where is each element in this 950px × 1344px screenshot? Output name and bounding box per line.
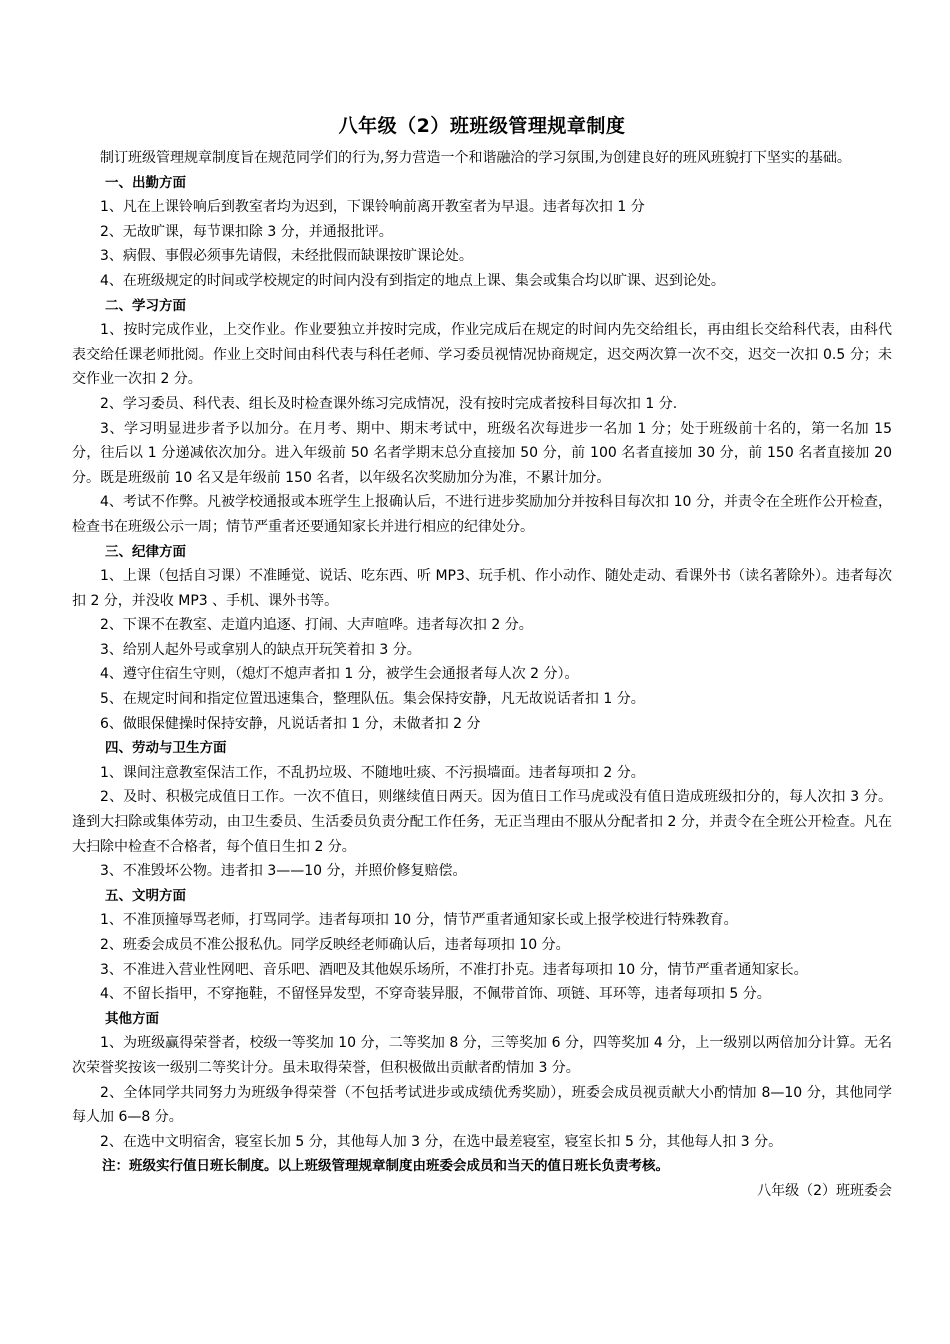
section-study [72, 294, 892, 540]
rule-item: 2、下课不在教室、走道内追逐、打闹、大声喧哗。违者每次扣 2 分。 [100, 617, 533, 634]
rule-item: 3、学习明显进步者予以加分。在月考、期中、期末考试中，班级名次每进步一名加 1 分；处于班级前十名的，第一名加 15 分，往后以 1 分递减依次加分。进入年级前 50 名者学期末总分直接加 50 分，前 100 名者直接加 30 分，前 150 名者直接加 20 分。既是班级前 10 名又是年级前 150 名者，以年级名次奖励加分为准，不累计加分。 [72, 420, 892, 486]
rule-item: 2、学习委员、科代表、组长及时检查课外练习完成情况，没有按时完成者按科目每次扣 1 分. [100, 395, 678, 412]
rule-item: 6、做眼保健操时保持安静，凡说话者扣 1 分，未做者扣 2 分 [100, 715, 481, 732]
rule-item: 4、不留长指甲，不穿拖鞋，不留怪异发型，不穿奇装异服，不佩带首饰、项链、耳环等，违者每项扣 5 分。 [100, 986, 771, 1003]
rule-item: 4、遵守住宿生守则，（熄灯不熄声者扣 1 分，被学生会通报者每人次 2 分）。 [100, 666, 579, 683]
section-discipline [72, 540, 892, 737]
rule-item: 4、考试不作弊。凡被学校通报或本班学生上报确认后，不进行进步奖励加分并按科目每次扣 10 分，并责令在全班作公开检查，检查书在班级公示一周；情节严重者还要通知家长并进行相应的纪律处分。 [72, 494, 892, 535]
document-title: 八年级（2）班班级管理规章制度 [338, 115, 626, 137]
section-labor-hygiene [72, 736, 892, 884]
section-civility [72, 884, 892, 1007]
section-heading: 三、纪律方面 [105, 543, 186, 560]
section-heading: 二、学习方面 [105, 297, 186, 314]
section-other [72, 1007, 892, 1155]
rule-item: 3、给别人起外号或拿别人的缺点开玩笑着扣 3 分。 [100, 641, 421, 658]
section-heading: 四、劳动与卫生方面 [105, 740, 227, 757]
section-heading: 其他方面 [105, 1010, 159, 1027]
rule-item: 2、及时、积极完成值日工作。一次不值日，则继续值日两天。因为值日工作马虎或没有值日造成班级扣分的，每人次扣 3 分。逢到大扫除或集体劳动，由卫生委员、生活委员负责分配工作任务，无正当理由不服从分配者扣 2 分，并责令在全班公开检查。凡在大扫除中检查不合格者，每个值日生扣 2 分。 [72, 789, 892, 855]
rule-item: 1、凡在上课铃响后到教室者均为迟到，下课铃响前离开教室者为早退。违者每次扣 1 分 [100, 199, 645, 216]
rule-item: 2、在选中文明宿舍，寝室长加 5 分，其他每人加 3 分，在选中最差寝室，寝室长扣 5 分，其他每人扣 3 分。 [100, 1133, 783, 1150]
section-heading: 一、出勤方面 [105, 174, 186, 191]
rule-item: 1、按时完成作业，上交作业。作业要独立并按时完成，作业完成后在规定的时间内先交给组长，再由组长交给科代表，由科代表交给任课老师批阅。作业上交时间由科代表与科任老师、学习委员视情况协商规定，迟交两次算一次不交，迟交一次扣 0.5 分；未交作业一次扣 2 分。 [72, 322, 892, 388]
rule-item: 2、无故旷课，每节课扣除 3 分，并通报批评。 [100, 223, 393, 240]
rule-item: 1、上课（包括自习课）不准睡觉、说话、吃东西、听 MP3、玩手机、作小动作、随处走动、看课外书（读名著除外）。违者每次扣 2 分，并没收 MP3 、手机、课外书等。 [72, 568, 892, 609]
rule-item: 3、不准进入营业性网吧、音乐吧、酒吧及其他娱乐场所，不准打扑克。违者每项扣 10 分，情节严重者通知家长。 [100, 961, 808, 978]
rule-item: 3、病假、事假必须事先请假，未经批假而缺课按旷课论处。 [100, 248, 473, 265]
closing-note: 注：班级实行值日班长制度。以上班级管理规章制度由班委会成员和当天的值日班长负责考核。 [102, 1158, 669, 1175]
section-attendance [72, 171, 892, 294]
rule-item: 2、全体同学共同努力为班级争得荣誉（不包括考试进步或成绩优秀奖励），班委会成员视贡献大小酌情加 8—10 分，其他同学每人加 6—8 分。 [72, 1084, 892, 1126]
rule-item: 1、为班级赢得荣誉者，校级一等奖加 10 分，二等奖加 8 分，三等奖加 6 分，四等奖加 4 分，上一级别以两倍加分计算。无名次荣誉奖按该一级别二等奖计分。虽未取得荣誉，但积极做出贡献者酌情加 3 分。 [72, 1035, 892, 1076]
rule-item: 3、不准毁坏公物。违者扣 3——10 分，并照价修复赔偿。 [100, 863, 467, 880]
intro-paragraph: 制订班级管理规章制度旨在规范同学们的行为,努力营造一个和谐融洽的学习氛围,为创建良好的班风班貌打下坚实的基础。 [100, 150, 851, 166]
rule-item: 5、在规定时间和指定位置迅速集合，整理队伍。集会保持安静，凡无故说话者扣 1 分。 [100, 691, 645, 708]
signature: 八年级（2）班班委会 [757, 1182, 892, 1199]
rule-item: 1、课间注意教室保洁工作，不乱扔垃圾、不随地吐痰、不污损墙面。违者每项扣 2 分。 [100, 764, 645, 781]
rule-item: 1、不准顶撞辱骂老师，打骂同学。违者每项扣 10 分，情节严重者通知家长或上报学校进行特殊教育。 [100, 912, 738, 929]
section-heading: 五、文明方面 [105, 887, 186, 904]
rule-item: 2、班委会成员不准公报私仇。同学反映经老师确认后，违者每项扣 10 分。 [100, 937, 570, 953]
rule-item: 4、在班级规定的时间或学校规定的时间内没有到指定的地点上课、集会或集合均以旷课、迟到论处。 [100, 272, 725, 289]
document-page [72, 108, 892, 1204]
